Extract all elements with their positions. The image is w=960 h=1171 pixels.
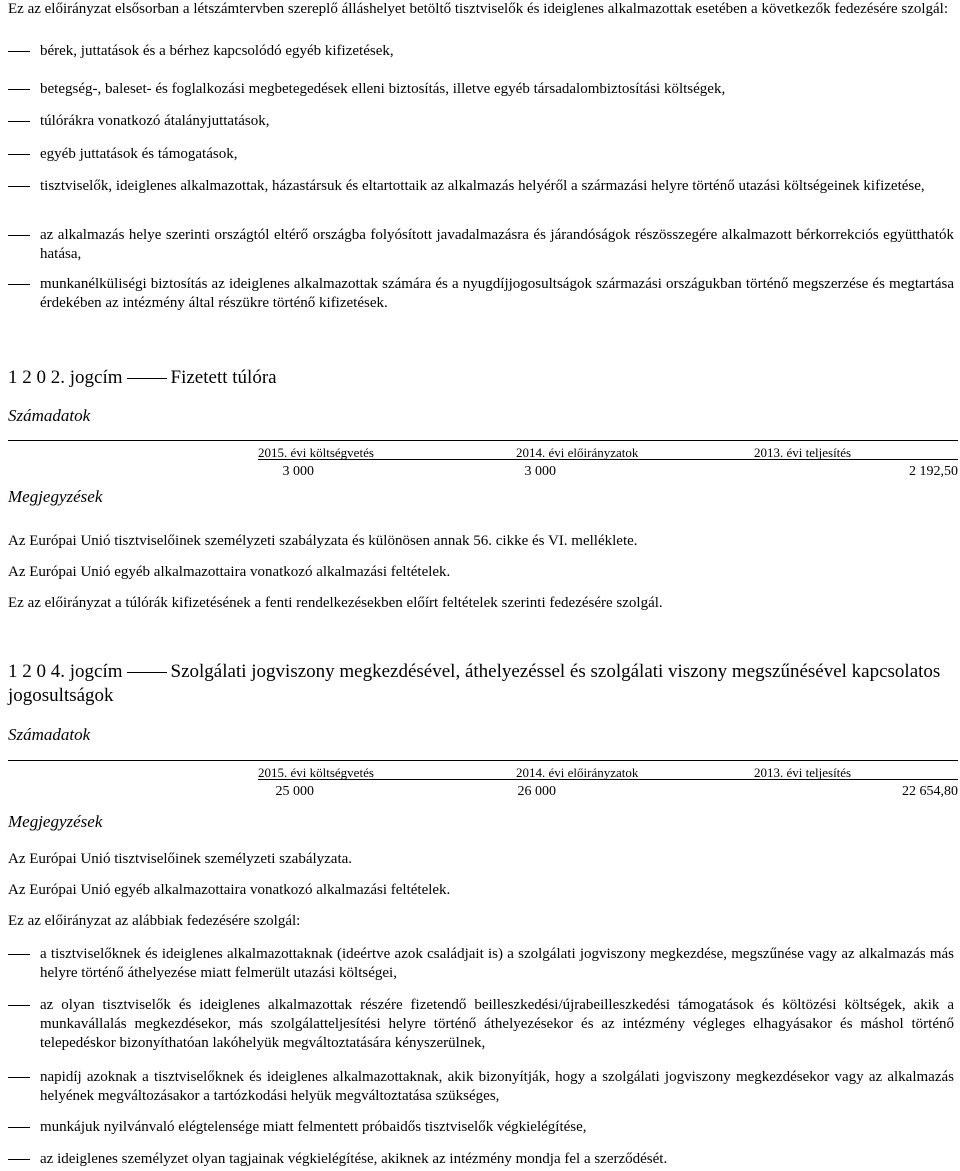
table-header — [258, 441, 958, 460]
table-header — [258, 761, 958, 780]
list-item: munkanélküliségi biztosítás az ideiglenes alkalmazottak számára és a nyugdíjjogosultságok származási országukban történő megszerzése és megtartása érdekében az intézmény által részükre történő kifizetések. — [8, 275, 954, 313]
remarks-label: Megjegyzések — [8, 812, 103, 831]
remark-paragraph: Az Európai Unió tisztviselőinek személyzeti szabályzata és különösen annak 56. cikke és VI. melléklete. — [8, 533, 638, 549]
list-item: az ideiglenes személyzet olyan tagjainak végkielégítése, akiknek az intézmény mondja fel a szerződését. — [8, 1150, 954, 1169]
remark-paragraph: Az Európai Unió egyéb alkalmazottaira vonatkozó alkalmazási feltételek. — [8, 564, 451, 580]
header-appropriations: 2014. évi előirányzatok — [516, 765, 639, 780]
table-row — [258, 460, 958, 480]
dash-bullet — [8, 1005, 30, 1006]
section-heading — [8, 660, 954, 708]
value-budget: 3 000 — [282, 464, 314, 479]
remark-paragraph: Az Európai Unió tisztviselőinek személyzeti szabályzata. — [8, 851, 353, 867]
header-appropriations: 2014. évi előirányzatok — [516, 445, 639, 460]
remark-paragraph: Az Európai Unió egyéb alkalmazottaira vonatkozó alkalmazási feltételek. — [8, 882, 451, 898]
list-item: betegség-, baleset- és foglalkozási megbetegedések elleni biztosítás, illetve egyéb társadalombiztosítási költségek, — [8, 80, 954, 99]
section-title: Szolgálati jogviszony megkezdésével, áthelyezéssel és szolgálati viszony megszűnésével kapcsolatos jogosultságok — [8, 661, 941, 706]
section-code: 1 2 0 2. jogcím — [8, 367, 123, 388]
section-heading — [8, 366, 954, 390]
em-dash — [127, 378, 167, 379]
em-dash — [127, 672, 167, 673]
list-item: napidíj azoknak a tisztviselőknek és ideiglenes alkalmazottaknak, akik bizonyítják, hogy a szolgálati jogviszony megkezdésekor vagy az alkalmazás helyének megváltozásakor a tartózkodási helyük megváltoztatása szükséges, — [8, 1068, 954, 1106]
value-appropriations: 3 000 — [524, 464, 556, 479]
intro-paragraph: Ez az előirányzat elsősorban a létszámtervben szereplő álláshelyet betöltő tisztviselők és ideiglenes alkalmazottak esetében a következők fedezésére szolgál: — [8, 1, 949, 17]
header-outturn: 2013. évi teljesítés — [754, 445, 852, 460]
dash-bullet — [8, 235, 30, 236]
dash-bullet — [8, 154, 30, 155]
figures-label: Számadatok — [8, 406, 91, 425]
dash-bullet — [8, 954, 30, 955]
dash-bullet — [8, 121, 30, 122]
remark-paragraph: Ez az előirányzat az alábbiak fedezésére szolgál: — [8, 913, 301, 929]
list-item: munkájuk nyilvánvaló elégtelensége miatt felmentett próbaidős tisztviselők végkielégítése, — [8, 1118, 954, 1137]
value-outturn: 22 654,80 — [902, 784, 958, 799]
list-item: az alkalmazás helye szerinti országtól eltérő országba folyósított javadalmazásra és járandóságok részösszegére alkalmazott bérkorrekciós együtthatók hatása, — [8, 226, 954, 264]
figures-label: Számadatok — [8, 725, 91, 744]
list-item: tisztviselők, ideiglenes alkalmazottak, házastársuk és eltartottaik az alkalmazás helyéről a származási helyre történő utazási költségeinek kifizetése, — [8, 177, 954, 196]
value-budget: 25 000 — [275, 784, 314, 799]
list-item: egyéb juttatások és támogatások, — [8, 145, 954, 164]
dash-bullet — [8, 284, 30, 285]
value-outturn: 2 192,50 — [909, 464, 958, 479]
remarks-label: Megjegyzések — [8, 487, 103, 506]
value-appropriations: 26 000 — [517, 784, 556, 799]
table-row — [258, 780, 958, 800]
dash-bullet — [8, 1127, 30, 1128]
list-item: túlórákra vonatkozó átalányjuttatások, — [8, 112, 954, 131]
figures-table — [258, 761, 958, 800]
dash-bullet — [8, 1077, 30, 1078]
list-item: a tisztviselőknek és ideiglenes alkalmazottaknak (ideértve azok családjait is) a szolgálati jogviszony megkezdése, megszűnése vagy az alkalmazás más helyre történő áthelyezése miatt felmerült utazási költségei, — [8, 945, 954, 983]
header-budget: 2015. évi költségvetés — [258, 765, 374, 780]
list-item: az olyan tisztviselők és ideiglenes alkalmazottak részére fizetendő beilleszkedési/újrabeilleszkedési támogatások és költözési költségek, akik a munkavállalás megkezdésekor, más szolgálatteljesítési helyre történő áthelyezésekor és az intézmény végleges elhagyásakor és máshol történő telepedéskor bizonyíthatóan lakóhelyük megváltoztatására kényszerülnek, — [8, 996, 954, 1053]
dash-bullet — [8, 89, 30, 90]
dash-bullet — [8, 186, 30, 187]
section-code: 1 2 0 4. jogcím — [8, 661, 123, 682]
dash-bullet — [8, 1159, 30, 1160]
header-budget: 2015. évi költségvetés — [258, 445, 374, 460]
dash-bullet — [8, 51, 30, 52]
remark-paragraph: Ez az előirányzat a túlórák kifizetésének a fenti rendelkezésekben előírt feltételek szerinti fedezésére szolgál. — [8, 595, 663, 611]
figures-table — [258, 441, 958, 480]
section-title: Fizetett túlóra — [170, 367, 277, 388]
list-item: bérek, juttatások és a bérhez kapcsolódó egyéb kifizetések, — [8, 42, 954, 61]
header-outturn: 2013. évi teljesítés — [754, 765, 852, 780]
